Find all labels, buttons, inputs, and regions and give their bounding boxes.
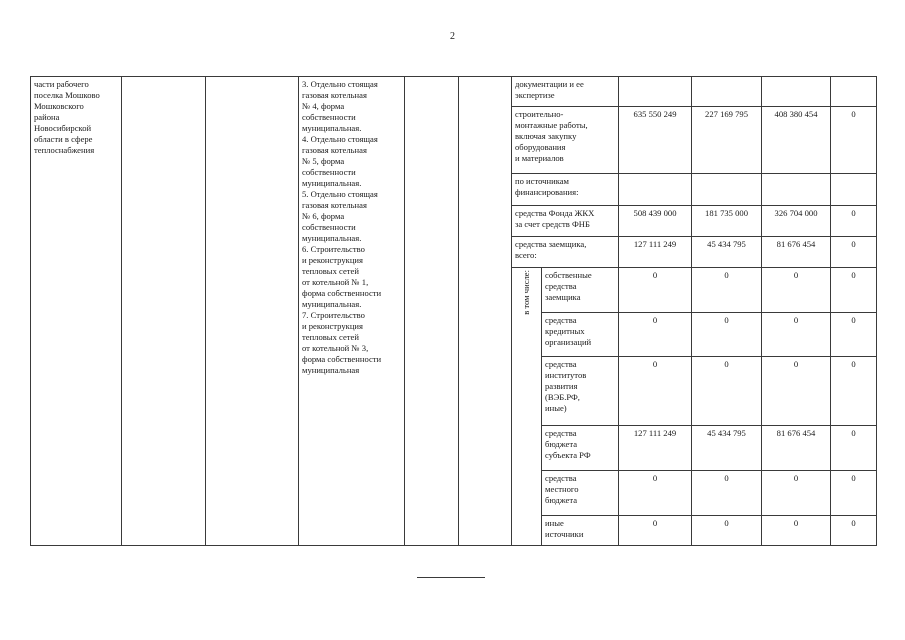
value-cell: 0 <box>831 205 877 236</box>
value-cell: 0 <box>831 356 877 426</box>
value-cell: 45 434 795 <box>692 426 762 471</box>
value-cell: 0 <box>692 515 762 545</box>
value-cell: 181 735 000 <box>692 205 762 236</box>
row-label: строительно- монтажные работы, включая закупку оборудования и материалов <box>512 107 619 174</box>
value-cell: 0 <box>619 312 692 356</box>
in-that-number-label: в том числе: <box>521 270 531 316</box>
sub-row-label: иные источники <box>542 515 619 545</box>
value-cell: 127 111 249 <box>619 237 692 268</box>
row-label: по источникам финансирования: <box>512 174 619 205</box>
value-cell: 0 <box>831 426 877 471</box>
value-cell: 0 <box>619 515 692 545</box>
value-cell <box>762 174 831 205</box>
row-label: средства Фонда ЖКХ за счет средств ФНБ <box>512 205 619 236</box>
project-name-cell: части рабочего поселка Мошково Мошковского района Новосибирской области в сфере теплоснабжения <box>31 77 122 546</box>
value-cell: 0 <box>692 268 762 313</box>
in-that-number-cell <box>512 268 542 546</box>
value-cell: 0 <box>762 268 831 313</box>
value-cell <box>619 174 692 205</box>
sub-row-label: средства местного бюджета <box>542 470 619 515</box>
value-cell <box>831 174 877 205</box>
value-cell <box>619 77 692 107</box>
value-cell: 45 434 795 <box>692 237 762 268</box>
value-cell: 0 <box>692 312 762 356</box>
row-label: документации и ее экспертизе <box>512 77 619 107</box>
empty-cell-col3 <box>206 77 299 546</box>
sub-row-label: собственные средства заемщика <box>542 268 619 313</box>
page-number: 2 <box>450 31 455 42</box>
value-cell: 635 550 249 <box>619 107 692 174</box>
row-label: средства заемщика, всего: <box>512 237 619 268</box>
value-cell: 0 <box>762 470 831 515</box>
value-cell: 0 <box>619 470 692 515</box>
table-row <box>31 77 877 107</box>
sub-row-label: средства кредитных организаций <box>542 312 619 356</box>
value-cell <box>692 77 762 107</box>
value-cell <box>762 77 831 107</box>
value-cell: 0 <box>619 356 692 426</box>
value-cell: 0 <box>831 268 877 313</box>
value-cell: 0 <box>762 356 831 426</box>
value-cell: 81 676 454 <box>762 426 831 471</box>
value-cell: 0 <box>831 470 877 515</box>
value-cell: 0 <box>762 312 831 356</box>
value-cell: 0 <box>831 107 877 174</box>
financing-table <box>30 76 877 546</box>
value-cell: 0 <box>831 312 877 356</box>
value-cell: 326 704 000 <box>762 205 831 236</box>
value-cell <box>692 174 762 205</box>
objects-list-cell: 3. Отдельно стоящая газовая котельная № 4, форма собственности муниципальная. 4. Отдельно стоящая газовая котельная № 5, форма собственности муниципальная. 5. Отдельно стоящая газовая котельная № 6, форма собственности муниципальная. 6. Строительство и реконструкция тепловых сетей от котельной № 1, форма собственности муниципальная. 7. Строительство и реконструкция тепловых сетей от котельной № 3, форма собственности муниципальная <box>299 77 405 546</box>
empty-cell-col6 <box>459 77 512 546</box>
value-cell: 0 <box>831 515 877 545</box>
empty-cell-col2 <box>122 77 206 546</box>
value-cell: 227 169 795 <box>692 107 762 174</box>
value-cell: 0 <box>692 356 762 426</box>
value-cell <box>831 77 877 107</box>
value-cell: 0 <box>619 268 692 313</box>
value-cell: 0 <box>692 470 762 515</box>
empty-cell-col5 <box>405 77 459 546</box>
sub-row-label: средства институтов развития (ВЭБ.РФ, иные) <box>542 356 619 426</box>
footnote-separator-line <box>417 577 485 578</box>
value-cell: 127 111 249 <box>619 426 692 471</box>
value-cell: 0 <box>831 237 877 268</box>
sub-row-label: средства бюджета субъекта РФ <box>542 426 619 471</box>
value-cell: 0 <box>762 515 831 545</box>
value-cell: 408 380 454 <box>762 107 831 174</box>
value-cell: 81 676 454 <box>762 237 831 268</box>
value-cell: 508 439 000 <box>619 205 692 236</box>
